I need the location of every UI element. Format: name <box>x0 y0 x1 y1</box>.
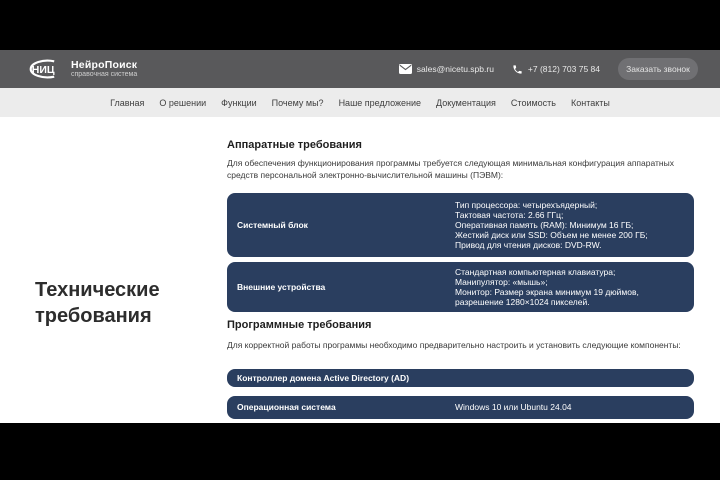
spec-row-value <box>455 400 580 415</box>
svg-text:НИЦ: НИЦ <box>31 64 55 77</box>
email-link[interactable] <box>399 64 494 74</box>
spec-row-label: Операционная система <box>237 402 336 412</box>
page-content <box>0 117 720 423</box>
nav-item-pricing[interactable]: Стоимость <box>510 97 556 108</box>
spec-row <box>227 396 694 419</box>
nav-item-contacts[interactable]: Контакты <box>570 97 610 108</box>
brand-text <box>71 59 137 79</box>
main-nav <box>0 88 720 117</box>
website <box>0 50 720 423</box>
phone-link[interactable] <box>512 64 600 75</box>
page-title: Технические требования <box>35 279 160 327</box>
phone-text: +7 (812) 703 75 84 <box>527 64 600 74</box>
spec-value-line: Привод для чтения дисков: DVD-RW. <box>455 240 602 250</box>
section-intro: Для обеспечения функционирования программы требуется следующая минимальная конфигурация аппаратных средств персональной электронно-вычислительной машины (ПЭВМ): <box>227 158 674 180</box>
nav-item-about[interactable]: О решении <box>159 97 207 108</box>
spec-row-value <box>455 200 656 250</box>
phone-icon <box>512 64 523 75</box>
nav-item-docs[interactable]: Документация <box>436 97 496 108</box>
spec-value-line: Тактовая частота: 2.66 ГГц; <box>455 210 564 220</box>
nav-item-offer[interactable]: Наше предложение <box>338 97 422 108</box>
brand-tagline: справочная система <box>71 71 138 78</box>
site-header <box>0 50 720 88</box>
spec-row-value <box>455 267 694 307</box>
spec-row <box>227 369 694 387</box>
letterbox-bottom <box>0 423 720 480</box>
spec-value-line: Тип процессора: четырехъядерный; <box>455 200 598 210</box>
spec-value-line: Монитор: Размер экрана минимум 19 дюймов, разрешение 1280×1024 пикселей. <box>455 287 639 307</box>
spec-value-line: Стандартная компьютерная клавиатура; <box>455 267 616 277</box>
spec-row <box>227 262 694 312</box>
spec-row-label: Внешние устройства <box>237 282 326 292</box>
brand-logo-link[interactable] <box>22 57 137 81</box>
nav-item-why-us[interactable]: Почему мы? <box>271 97 324 108</box>
envelope-icon <box>399 64 412 74</box>
nic-logo-icon <box>22 57 64 81</box>
brand-name: НейроПоиск <box>71 59 138 71</box>
spec-value-line: Манипулятор: «мышь»; <box>455 277 548 287</box>
section-intro: Для корректной работы программы необходимо предварительно настроить и установить следующие компоненты: <box>227 340 681 350</box>
spec-row-label: Системный блок <box>237 220 308 230</box>
order-call-button[interactable]: Заказать звонок <box>618 58 698 80</box>
spec-row-label: Контроллер домена Active Directory (AD) <box>237 372 410 383</box>
section-title: Аппаратные требования <box>227 139 362 151</box>
spec-row <box>227 193 694 257</box>
spec-value-line: Оперативная память (RAM): Минимум 16 ГБ; <box>455 220 634 230</box>
header-contacts <box>399 58 698 80</box>
section-title: Программные требования <box>227 319 372 331</box>
nav-item-home[interactable]: Главная <box>110 97 145 108</box>
spec-value-line: Жесткий диск или SSD: Объем не менее 200 ГБ; <box>455 230 648 240</box>
email-text: sales@nicetu.spb.ru <box>416 64 494 74</box>
spec-value-line: Windows 10 или Ubuntu 24.04 <box>455 402 572 412</box>
requirements-column <box>227 117 694 423</box>
letterbox-top <box>0 0 720 50</box>
nav-item-functions[interactable]: Функции <box>221 97 257 108</box>
